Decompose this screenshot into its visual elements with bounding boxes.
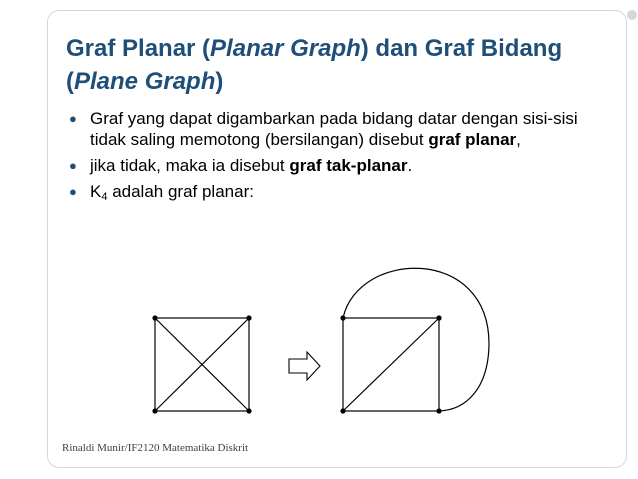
vertex xyxy=(436,408,441,413)
bullet-1-after: , xyxy=(516,130,521,149)
vertex xyxy=(152,315,157,320)
bullet-1-text: Graf yang dapat digambarkan pada bidang datar dengan sisi-sisi tidak saling memotong (bersilangan) disebut xyxy=(90,109,578,149)
title-part-5: ) xyxy=(215,68,224,95)
title-part-1: Graf Planar ( xyxy=(66,35,211,62)
title-part-4-italic: Plane Graph xyxy=(74,68,216,95)
bullet-3-subscript: 4 xyxy=(101,191,108,203)
bullet-icon: ● xyxy=(69,158,77,173)
k4-right-diagonal xyxy=(343,318,439,411)
k4-planar-drawing xyxy=(343,268,489,411)
bullet-1-bold: graf planar xyxy=(428,130,517,149)
bullet-3-text: K xyxy=(90,182,102,201)
vertex xyxy=(246,315,251,320)
vertex xyxy=(340,408,345,413)
bullet-2-text: jika tidak, maka ia disebut xyxy=(90,156,290,175)
bullet-3-after: adalah graf planar: xyxy=(107,182,254,201)
vertex xyxy=(340,315,345,320)
bullet-icon: ● xyxy=(69,111,77,126)
title-part-2-italic: Planar Graph xyxy=(210,35,361,62)
bullet-2-bold: graf tak-planar xyxy=(289,156,408,175)
bullet-icon: ● xyxy=(69,184,77,199)
vertex xyxy=(152,408,157,413)
arrow-icon xyxy=(289,352,320,380)
bullet-2-after: . xyxy=(407,156,413,175)
title-part-3: ) dan Graf Bidang ( xyxy=(66,35,563,95)
footer-credit: Rinaldi Munir/IF2120 Matematika Diskrit xyxy=(62,442,249,454)
k4-crossing-drawing xyxy=(155,318,249,411)
vertex xyxy=(246,408,251,413)
vertex xyxy=(436,315,441,320)
